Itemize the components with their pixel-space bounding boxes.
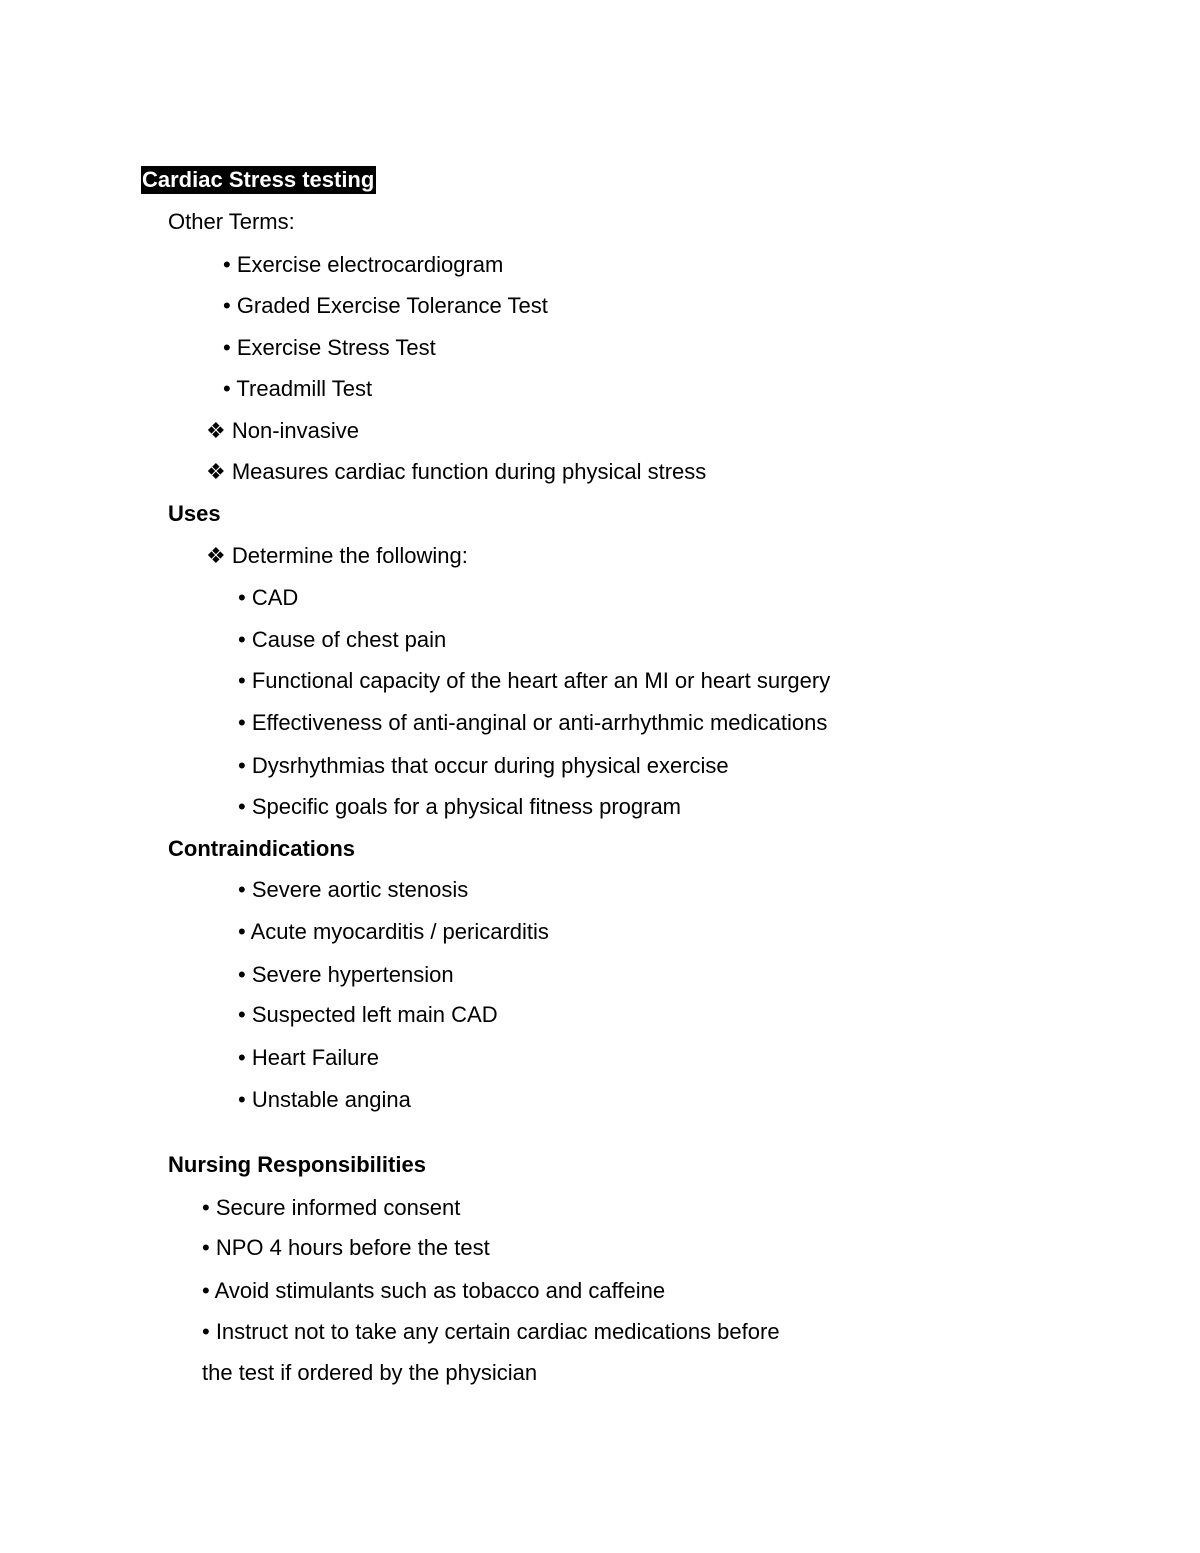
feature-item: ❖ Measures cardiac function during physical stress xyxy=(206,459,707,484)
contraindication-item: • Suspected left main CAD xyxy=(238,1002,498,1027)
other-term-item: • Treadmill Test xyxy=(223,376,373,401)
nursing-item: • Secure informed consent xyxy=(202,1195,461,1220)
contraindications-heading: Contraindications xyxy=(168,836,356,861)
uses-item: • Effectiveness of anti-anginal or anti-arrhythmic medications xyxy=(238,710,828,735)
uses-heading: Uses xyxy=(168,501,221,526)
contraindication-item: • Unstable angina xyxy=(238,1087,411,1112)
uses-item: • Functional capacity of the heart after an MI or heart surgery xyxy=(238,668,831,693)
contraindication-item: • Severe hypertension xyxy=(238,962,454,987)
contraindication-item: • Severe aortic stenosis xyxy=(238,877,469,902)
nursing-item: • Instruct not to take any certain cardiac medications before xyxy=(202,1319,780,1344)
other-term-item: • Graded Exercise Tolerance Test xyxy=(223,293,548,318)
nursing-item-continuation: the test if ordered by the physician xyxy=(202,1360,538,1385)
other-terms-label: Other Terms: xyxy=(168,209,295,234)
contraindication-item: • Heart Failure xyxy=(238,1045,379,1070)
nursing-item: • NPO 4 hours before the test xyxy=(202,1235,490,1260)
feature-item: ❖ Non-invasive xyxy=(206,418,360,443)
nursing-heading: Nursing Responsibilities xyxy=(168,1152,426,1177)
uses-item: • Cause of chest pain xyxy=(238,627,447,652)
uses-item: • Dysrhythmias that occur during physical exercise xyxy=(238,753,729,778)
other-term-item: • Exercise electrocardiogram xyxy=(223,252,504,277)
uses-item: • Specific goals for a physical fitness program xyxy=(238,794,682,819)
contraindication-item: • Acute myocarditis / pericarditis xyxy=(238,919,549,944)
other-term-item: • Exercise Stress Test xyxy=(223,335,436,360)
nursing-item: • Avoid stimulants such as tobacco and caffeine xyxy=(202,1278,666,1303)
uses-item: • CAD xyxy=(238,585,299,610)
document-title: Cardiac Stress testing xyxy=(142,167,375,192)
uses-intro: ❖ Determine the following: xyxy=(206,543,468,568)
